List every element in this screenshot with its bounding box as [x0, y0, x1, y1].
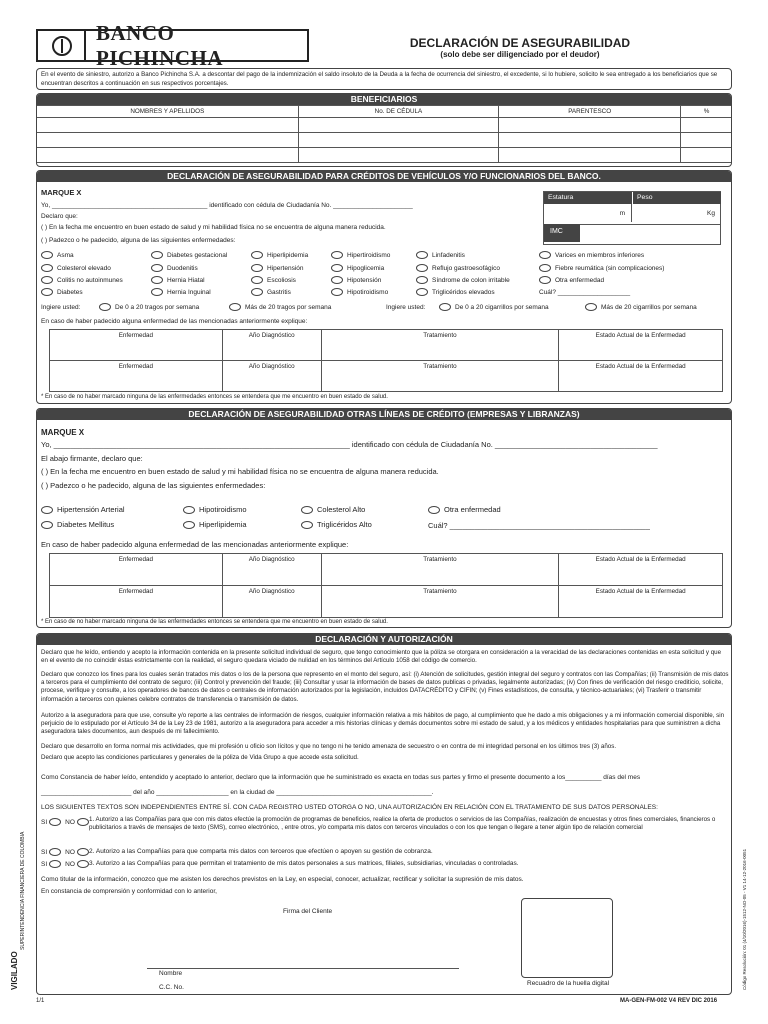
disease-option[interactable]: Síndrome de colon irritable [416, 276, 510, 284]
checkbox-oval-icon[interactable] [585, 303, 597, 311]
constancia-line-2[interactable]: _________________________ del año ____________________ en la ciudad de ___________________________________________. [41, 789, 434, 796]
checkbox-oval-icon[interactable] [183, 506, 195, 514]
otras-disease-option[interactable]: Hipotiroidismo [183, 505, 247, 514]
tragos-option-high[interactable]: Más de 20 tragos por semana [229, 303, 331, 311]
vehiculos-title: DECLARACIÓN DE ASEGURABILIDAD PARA CRÉDITOS DE VEHÍCULOS Y/O FUNCIONARIOS DEL BANCO. [37, 171, 731, 182]
otras-disease-option[interactable]: Triglicéridos Alto [301, 520, 372, 529]
autorizacion-texto-3: 3. Autorizo a las Compañías para que permitan el tratamiento de mis datos personales a sus matrices, filiales, subsidiarias, vinculadas o controladas. [89, 860, 519, 867]
otras-enfermedades-table [49, 553, 723, 618]
checkbox-oval-icon[interactable] [251, 264, 263, 272]
otras-disease-option[interactable]: Otra enfermedad [428, 505, 501, 514]
disease-option[interactable]: Varices en miembros inferiores [539, 251, 644, 259]
checkbox-oval-icon[interactable] [151, 288, 163, 296]
otras-yo-line[interactable]: Yo, _______________________________________________________________________ identificado con cédula de Ciudadanía No. _______________________________________ [41, 440, 658, 449]
disease-option[interactable]: Escoliosis [251, 276, 296, 284]
col-ano-diagnostico[interactable]: Año Diagnóstico [222, 330, 321, 361]
disease-option[interactable]: Colesterol elevado [41, 264, 111, 272]
autorizacion-section [36, 633, 732, 995]
autorizacion-p3: Autorizo a la aseguradora para que use, consulte y/o reporte a las centrales de información de riesgos, cualquier información relativa a mis hábitos de pago, al cumplimiento que he dado a mis obligaciones y a mi información comercial disponible, sin perjuicio de lo estipulado por el Artículo 34 de la Ley 23 de 1981, autorizo a la aseguradora para acceder a mis historias clínicas y demás documentos sobre mi estado de salud, y a los médicos y entidades hospitalarias para que suministren a dicha aseguradora tales documentos, aun después de mi fallecimiento. [41, 712, 725, 736]
checkbox-oval-icon[interactable] [41, 276, 53, 284]
autorizacion-2-si-no[interactable]: SI NO [41, 848, 93, 856]
checkbox-oval-icon[interactable] [49, 848, 61, 856]
col-tratamiento[interactable]: Tratamiento [321, 361, 559, 392]
beneficiario-nombre-2[interactable] [37, 133, 299, 148]
page-number: 1/1 [36, 998, 45, 1004]
checkbox-oval-icon[interactable] [41, 506, 53, 514]
otras-footnote: * En caso de no haber marcado ninguna de las enfermedades entonces se entendera que me encuentro en buen estado de salud. [41, 619, 388, 625]
checkbox-oval-icon[interactable] [301, 521, 313, 529]
otras-disease-option[interactable]: Colesterol Alto [301, 505, 365, 514]
checkbox-oval-icon[interactable] [331, 276, 343, 284]
disease-option[interactable]: Reflujo gastroesofágico [416, 264, 500, 272]
autorizacion-texto-2: 2. Autorizo a las Compañías para que comparta mis datos con terceros que efectúen o apoyen su gestión de cobranza. [89, 848, 433, 855]
autorizacion-p4: Declaro que desarrollo en forma normal mis actividades, que mi profesión u oficio son lícitos y que no tengo ni he tenido amenaza de secuestro o en contra de mi integridad personal en los últimos tres (3) años. [41, 743, 617, 750]
vehiculos-declaro: Declaro que: [41, 213, 78, 220]
estatura-peso-box [543, 191, 721, 245]
document-subtitle: (solo debe ser diligenciado por el deudor) [440, 50, 600, 59]
vehiculos-yo-line[interactable]: Yo, ___________________________________________ identificado con cédula de Ciudadanía No. ______________________ [41, 202, 413, 209]
checkbox-oval-icon[interactable] [49, 818, 61, 826]
checkbox-oval-icon[interactable] [151, 276, 163, 284]
checkbox-oval-icon[interactable] [77, 818, 89, 826]
vehiculos-explique: En caso de haber padecido alguna enfermedad de las mencionadas anteriormente explique: [41, 318, 308, 325]
constancia-comprension: En constancia de comprensión y conformidad con lo anterior, [41, 888, 217, 895]
cc-label: C.C. No. [159, 984, 184, 991]
beneficiario-parentesco-1[interactable] [499, 118, 681, 133]
checkbox-oval-icon[interactable] [183, 521, 195, 529]
disease-option[interactable]: Hipotensión [331, 276, 381, 284]
disease-option[interactable]: Hernia Inguinal [151, 288, 211, 296]
bank-logo-icon [52, 36, 72, 56]
checkbox-oval-icon[interactable] [77, 848, 89, 856]
beneficiario-cedula-3[interactable] [298, 148, 499, 163]
autorizacion-3-si-no[interactable]: SI NO [41, 860, 93, 868]
vehiculos-section [36, 170, 732, 404]
peso-field[interactable] [633, 204, 721, 222]
form-code: MA-GEN-FM-002 V4 REV DIC 2016 [620, 998, 718, 1004]
checkbox-oval-icon[interactable] [416, 288, 428, 296]
otras-disease-option[interactable]: Hiperlipidemia [183, 520, 247, 529]
autorizacion-1-si-no[interactable]: SI NO [41, 818, 93, 826]
col-tratamiento[interactable]: Tratamiento [321, 554, 559, 586]
col-estado-actual[interactable]: Estado Actual de la Enfermedad [559, 586, 723, 618]
peso-unit: Kg [707, 210, 715, 217]
ingiere-label-cigarrillos: Ingiere usted: [386, 304, 426, 311]
beneficiario-porcentaje-2[interactable] [681, 133, 732, 148]
beneficiario-nombre-3[interactable] [37, 148, 299, 163]
col-estado-actual[interactable]: Estado Actual de la Enfermedad [559, 361, 723, 392]
titular-derechos: Como titular de la información, conozco que me asisten los derechos previstos en la Ley, en especial, conocer, actualizar, rectificar y solicitar la supresión de mis datos. [41, 876, 524, 883]
autorizacion-texto-1: 1. Autorizo a las Compañías para que con mis datos efectúe la promoción de programas de beneficios, realice la oferta de productos o servicios de las Compañías, realización de encuestas y otros fines comerciales, financieros o publicitarios a través de mensajes de texto (SMS), correo electrónico, , entre otros, y/o comparta mis datos con terceros vinculados o con los que tengan o llegare a tener algún tipo de relación comercial [89, 816, 716, 832]
checkbox-oval-icon[interactable] [301, 506, 313, 514]
col-ano-diagnostico[interactable]: Año Diagnóstico [222, 586, 321, 618]
ingiere-label-tragos: Ingiere usted: [41, 304, 81, 311]
vigilado-label: VIGILADO [10, 951, 19, 990]
checkbox-oval-icon[interactable] [331, 264, 343, 272]
checkbox-oval-icon[interactable] [151, 251, 163, 259]
nombre-label: Nombre [159, 970, 183, 977]
vehiculos-enfermedades-table [49, 329, 723, 392]
col-tratamiento[interactable]: Tratamiento [321, 586, 559, 618]
disease-option[interactable]: Hipoglicemia [331, 264, 384, 272]
beneficiario-cedula-1[interactable] [298, 118, 499, 133]
otras-lineas-section [36, 408, 732, 628]
col-enfermedad[interactable]: Enfermedad [50, 554, 223, 586]
disease-option[interactable]: Hipertensión [251, 264, 304, 272]
beneficiarios-section [36, 93, 732, 167]
fingerprint-box[interactable] [521, 898, 613, 978]
disease-option[interactable]: Colitis no autoinmunes [41, 276, 123, 284]
col-estado-actual[interactable]: Estado Actual de la Enfermedad [559, 330, 723, 361]
vehiculos-opt-padezco[interactable]: ( ) Padezco o he padecido, alguna de las siguientes enfermedades: [41, 237, 236, 244]
cigarrillos-option-high[interactable]: Más de 20 cigarrillos por semana [585, 303, 697, 311]
otras-marque: MARQUE X [41, 428, 85, 437]
beneficiario-porcentaje-1[interactable] [681, 118, 732, 133]
imc-label: IMC [544, 224, 580, 242]
checkbox-oval-icon[interactable] [99, 303, 111, 311]
checkbox-oval-icon[interactable] [41, 251, 53, 259]
autorizacion-p5: Declaro que acepto las condiciones particulares y generales de la póliza de Vida Grupo a que accede esta solicitud. [41, 754, 359, 761]
disease-option[interactable]: Hipertiroidismo [331, 251, 390, 259]
checkbox-oval-icon[interactable] [416, 276, 428, 284]
col-parentesco: PARENTESCO [499, 106, 681, 118]
checkbox-oval-icon[interactable] [539, 251, 551, 259]
beneficiarios-title: BENEFICIARIOS [37, 94, 731, 105]
otras-opt-padezco[interactable]: ( ) Padezco o he padecido, alguna de las siguientes enfermedades: [41, 481, 266, 490]
disease-option[interactable]: Fiebre reumática (sin complicaciones) [539, 264, 664, 272]
col-cedula: No. DE CÉDULA [298, 106, 499, 118]
autorizacion-p2: Declaro que conozco los fines para los cuales serán tratados mis datos o los de la persona que represento en el monto del seguro, así: (i) Atención de solicitudes, gestión integral del seguro y contratos con las Compañías; (ii) Transmisión de mis datos a terceros para el cumplimiento del contrato de seguro; (iii) Control y prevención del fraude; (iii) Consultar y usar la información de bases de datos publicas o privadas, legalmente autorizadas; (iv) Con fines de verificación del riesgo crediticio, solicite, procese, verifique y consulte, a los operadores de bancos de datos o centrales de información autorizados por la legislación, incluidos DATACRÉDITO y CIFIN; (v) Fines estadísticos, de consulta, y técnico-actuariales; (vi) Trasferir o transmitir información a terceros con quienes celebre contratos de transferencia o transmisión de datos. [41, 671, 729, 703]
intro-text: En el evento de siniestro, autorizo a Banco Pichincha S.A. a descontar del pago de la indemnización el saldo insoluto de la Deuda a la fecha de ocurrencia del siniestro, el excedente, si lo hubiere, solicito le sea entregado a los beneficiarios que se encuentran descritos a continuación en sus respectivos porcentajes. [36, 68, 732, 90]
disease-option[interactable]: Asma [41, 251, 74, 259]
col-ano-diagnostico[interactable]: Año Diagnóstico [222, 554, 321, 586]
col-ano-diagnostico[interactable]: Año Diagnóstico [222, 361, 321, 392]
checkbox-oval-icon[interactable] [416, 251, 428, 259]
beneficiario-porcentaje-3[interactable] [681, 148, 732, 163]
autorizacion-p1: Declaro que he leído, entiendo y acepto la información contenida en la presente solicitud individual de seguro, que tengo conocimiento que la póliza se otorgara en consideración a la veracidad de las declaraciones contenidas en esta solicitud y que en el evento de no coincidir éstas estrictamente con la realidad, el seguro quedara viciado de nulidad en los términos del Artículo 1058 del código de comercio. [41, 649, 722, 665]
disease-option[interactable]: Diabetes [41, 288, 83, 296]
right-vertical-code: Código Resolución: 01 (4/10/2016)-1512-NO-05 - V1 14-12-2016-0051 [742, 848, 747, 990]
vehiculos-opt-buen-estado[interactable]: ( ) En la fecha me encuentro en buen estado de salud y mi habilidad física no se encuentra de alguna manera reducida. [41, 224, 386, 231]
disease-option[interactable]: Duodenitis [151, 264, 198, 272]
disease-option[interactable]: Otra enfermedad [539, 276, 604, 284]
estatura-label: Estatura [544, 192, 632, 204]
otras-lineas-title: DECLARACIÓN DE ASEGURABILIDAD OTRAS LÍNEAS DE CRÉDITO (EMPRESAS Y LIBRANZAS) [37, 409, 731, 420]
beneficiario-parentesco-3[interactable] [499, 148, 681, 163]
checkbox-oval-icon[interactable] [41, 521, 53, 529]
peso-label: Peso [633, 192, 721, 204]
checkbox-oval-icon[interactable] [331, 251, 343, 259]
huella-label: Recuadro de la huella digital [527, 980, 610, 987]
otras-opt-buen-estado[interactable]: ( ) En la fecha me encuentro en buen estado de salud y mi habilidad física no se encuentra de alguna manera reducida. [41, 467, 439, 476]
beneficiarios-table [36, 105, 732, 163]
checkbox-oval-icon[interactable] [439, 303, 451, 311]
otra-enfermedad-cual[interactable]: Cuál? ____________________ [539, 289, 631, 296]
checkbox-oval-icon[interactable] [251, 276, 263, 284]
checkbox-oval-icon[interactable] [49, 860, 61, 868]
col-estado-actual[interactable]: Estado Actual de la Enfermedad [559, 554, 723, 586]
col-tratamiento[interactable]: Tratamiento [321, 330, 559, 361]
otras-disease-option[interactable]: Hipertensión Arterial [41, 505, 125, 514]
disease-option[interactable]: Diabetes gestacional [151, 251, 227, 259]
signature-line[interactable] [147, 968, 459, 969]
otras-disease-option[interactable]: Diabetes Mellitus [41, 520, 114, 529]
checkbox-oval-icon[interactable] [539, 264, 551, 272]
vehiculos-marque: MARQUE X [41, 188, 82, 197]
checkbox-oval-icon[interactable] [416, 264, 428, 272]
estatura-unit: m [619, 210, 625, 217]
beneficiario-nombre-1[interactable] [37, 118, 299, 133]
autorizacion-title: DECLARACIÓN Y AUTORIZACIÓN [37, 634, 731, 645]
constancia-line-1[interactable]: Como Constancia de haber leído, entendido y aceptado lo anterior, declaro que la información que he suministrado es exacta en todas sus partes y firmo el presente documento a los__________ días del mes [41, 774, 641, 781]
col-nombres: NOMBRES Y APELLIDOS [37, 106, 299, 118]
checkbox-oval-icon[interactable] [331, 288, 343, 296]
bank-logo [36, 20, 309, 70]
col-enfermedad[interactable]: Enfermedad [50, 330, 223, 361]
beneficiario-parentesco-2[interactable] [499, 133, 681, 148]
col-enfermedad[interactable]: Enfermedad [50, 586, 223, 618]
checkbox-oval-icon[interactable] [77, 860, 89, 868]
textos-independientes: LOS SIGUIENTES TEXTOS SON INDEPENDIENTES ENTRE SÍ. CON CADA REGISTRO USTED OTORGA O NO, UNA AUTORIZACIÓN EN RELACIÓN CON EL TRATAMIENTO DE SUS DATOS PERSONALES: [41, 804, 658, 811]
disease-option[interactable]: Triglicéridos elevados [416, 288, 495, 296]
disease-option[interactable]: Hernia Hiatal [151, 276, 205, 284]
col-enfermedad[interactable]: Enfermedad [50, 361, 223, 392]
checkbox-oval-icon[interactable] [41, 288, 53, 296]
checkbox-oval-icon[interactable] [151, 264, 163, 272]
checkbox-oval-icon[interactable] [229, 303, 241, 311]
bank-name: BANCO PICHINCHA [96, 20, 224, 70]
disease-option[interactable]: Gastritis [251, 288, 291, 296]
firma-cliente-label: Firma del Cliente [283, 908, 333, 915]
checkbox-oval-icon[interactable] [428, 506, 440, 514]
col-porcentaje: % [681, 106, 732, 118]
checkbox-oval-icon[interactable] [251, 288, 263, 296]
otras-abajo-firmante: El abajo firmante, declaro que: [41, 454, 143, 463]
checkbox-oval-icon[interactable] [251, 251, 263, 259]
vigilado-sub: SUPERINTENDENCIA FINANCIERA DE COLOMBIA [20, 831, 26, 950]
disease-option[interactable]: Hipotiroidismo [331, 288, 388, 296]
beneficiario-cedula-2[interactable] [298, 133, 499, 148]
document-title: DECLARACIÓN DE ASEGURABILIDAD [409, 36, 631, 50]
otras-cual-line[interactable]: Cuál? ________________________________________________ [428, 521, 650, 530]
checkbox-oval-icon[interactable] [41, 264, 53, 272]
vehiculos-footnote: * En caso de no haber marcado ninguna de las enfermedades entonces se entendera que me encuentro en buen estado de salud. [41, 394, 388, 400]
cigarrillos-option-low[interactable]: De 0 a 20 cigarrillos por semana [439, 303, 549, 311]
tragos-option-low[interactable]: De 0 a 20 tragos por semana [99, 303, 199, 311]
disease-option[interactable]: Hiperlipidemia [251, 251, 308, 259]
estatura-field[interactable] [544, 204, 632, 222]
disease-option[interactable]: Linfadenitis [416, 251, 465, 259]
otras-explique: En caso de haber padecido alguna enfermedad de las mencionadas anteriormente explique: [41, 540, 349, 549]
checkbox-oval-icon[interactable] [539, 276, 551, 284]
imc-field[interactable] [580, 224, 721, 242]
vigilado-stamp [10, 820, 26, 990]
logo-divider [84, 29, 86, 62]
